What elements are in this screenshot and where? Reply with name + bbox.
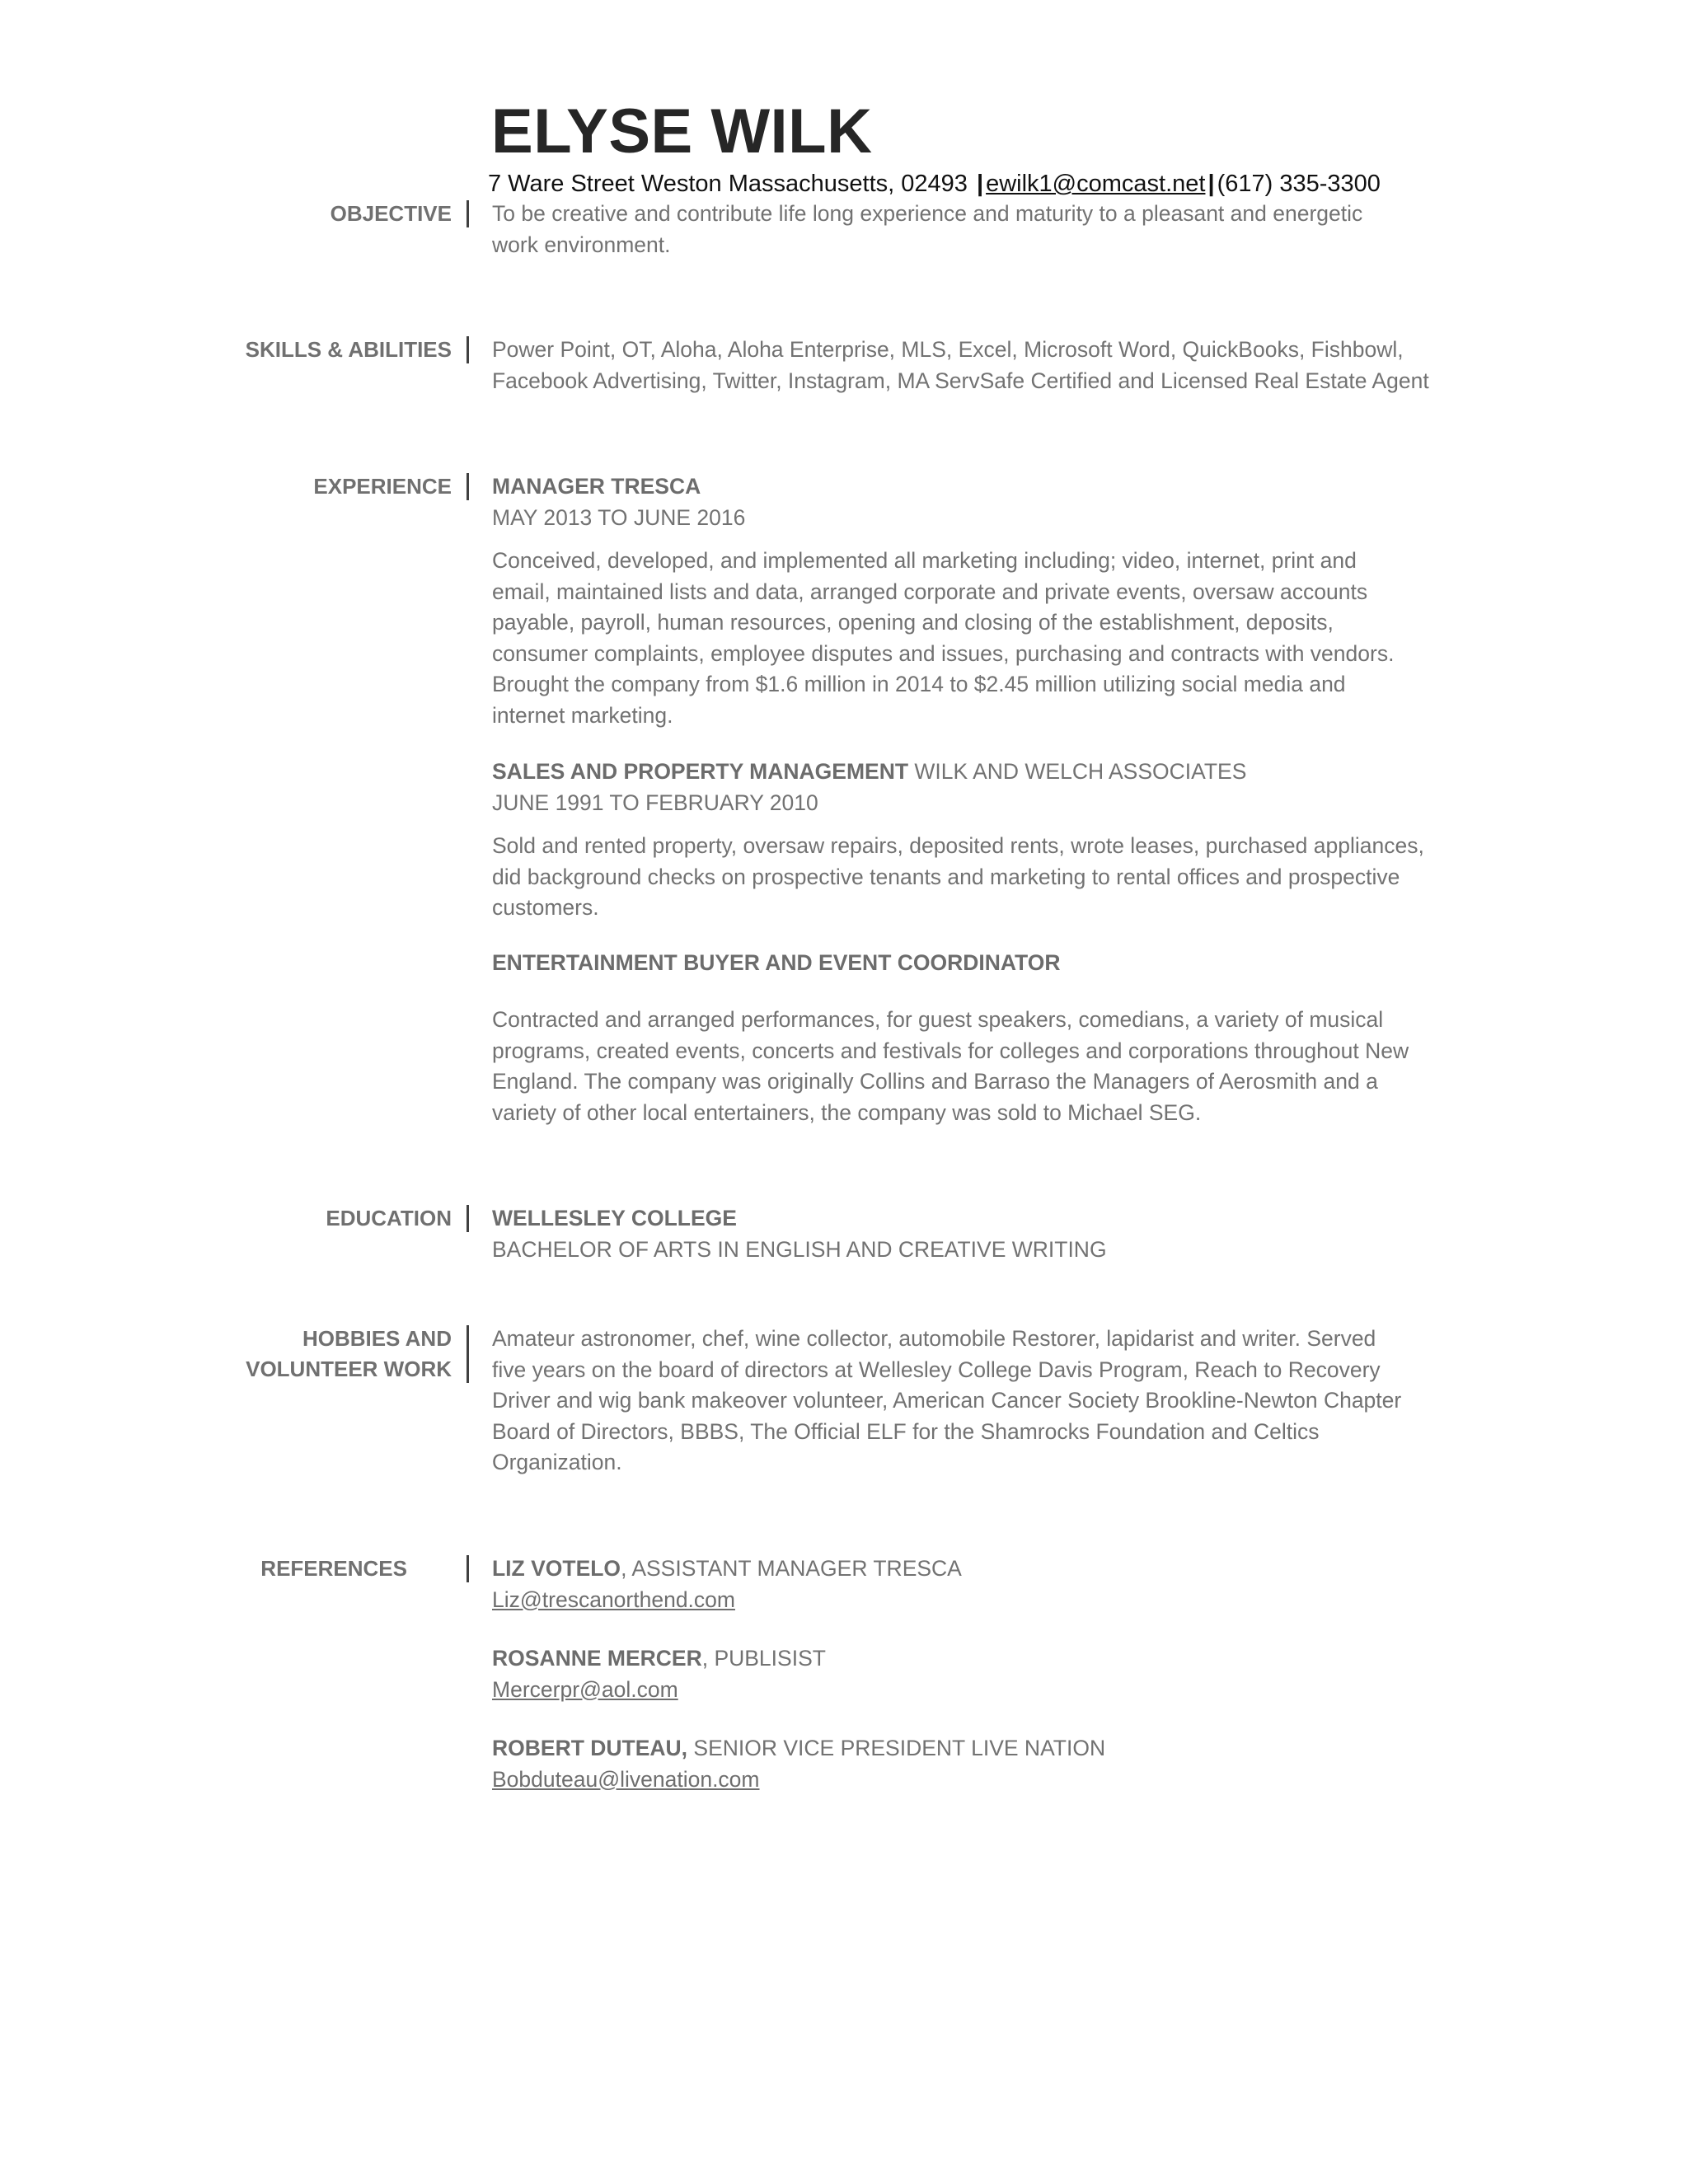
hobbies-line: Amateur astronomer, chef, wine collector, automobile Restorer, lapidarist and writer. Served xyxy=(492,1326,1376,1351)
job-dates: JUNE 1991 TO FEBRUARY 2010 xyxy=(492,790,818,815)
job-description-line: variety of other local entertainers, the company was sold to Michael SEG. xyxy=(492,1099,1202,1125)
job-3 xyxy=(492,948,1465,979)
reference-email-link[interactable]: Mercerpr@aol.com xyxy=(492,1676,678,1702)
objective-text xyxy=(492,199,1465,260)
objective-line: work environment. xyxy=(492,232,671,257)
contact-line xyxy=(488,169,1381,199)
section-label-references: REFERENCES xyxy=(260,1556,407,1581)
section-divider xyxy=(467,1205,469,1232)
section-label-line: HOBBIES AND xyxy=(302,1326,452,1351)
job-title: ENTERTAINMENT BUYER AND EVENT COORDINATOR xyxy=(492,950,1061,975)
reference-2 xyxy=(492,1643,1465,1705)
section-label-hobbies xyxy=(246,1324,452,1385)
job-description-line: Brought the company from $1.6 million in 2014 to $2.45 million utilizing social media and xyxy=(492,672,1346,696)
job-description-line: internet marketing. xyxy=(492,702,673,728)
reference-heading xyxy=(492,1643,1465,1675)
reference-heading xyxy=(492,1733,1465,1765)
section-divider xyxy=(467,1555,469,1582)
job-title: SALES AND PROPERTY MANAGEMENT xyxy=(492,759,909,784)
email-link[interactable]: ewilk1@comcast.net xyxy=(986,171,1206,197)
section-label-line: VOLUNTEER WORK xyxy=(246,1357,452,1381)
job-description-line: customers. xyxy=(492,895,599,920)
reference-name: ROBERT DUTEAU, xyxy=(492,1736,688,1760)
skills-text xyxy=(492,335,1465,396)
job-description-line: payable, payroll, human resources, opening and closing of the establishment, deposits, xyxy=(492,610,1334,635)
section-label-education: EDUCATION xyxy=(326,1206,452,1230)
section-label-experience: EXPERIENCE xyxy=(313,474,452,499)
hobbies-line: five years on the board of directors at Wellesley College Davis Program, Reach to Recovery xyxy=(492,1357,1381,1382)
job-description-line: England. The company was originally Collins and Barraso the Managers of Aerosmith and a xyxy=(492,1069,1378,1094)
section-divider xyxy=(467,1325,469,1383)
phone: (617) 335-3300 xyxy=(1217,171,1381,197)
reference-role: , PUBLISIST xyxy=(701,1646,826,1671)
degree: BACHELOR OF ARTS IN ENGLISH AND CREATIVE WRITING xyxy=(492,1236,1107,1262)
job-description-line: Contracted and arranged performances, for guest speakers, comedians, a variety of musical xyxy=(492,1007,1384,1032)
resume-name: ELYSE WILK xyxy=(491,96,873,166)
reference-email-link[interactable]: Bobduteau@livenation.com xyxy=(492,1766,760,1792)
address: 7 Ware Street Weston Massachusetts, 02493 xyxy=(488,171,968,197)
reference-email-link[interactable]: Liz@trescanorthend.com xyxy=(492,1586,735,1612)
job-1-description xyxy=(492,546,1465,731)
job-1 xyxy=(492,471,1465,533)
hobbies-text xyxy=(492,1324,1465,1479)
objective-line: To be creative and contribute life long experience and maturity to a pleasant and energetic xyxy=(492,201,1363,226)
education-text xyxy=(492,1203,1465,1265)
reference-heading xyxy=(492,1554,1465,1585)
job-description-line: programs, created events, concerts and festivals for colleges and corporations throughout New xyxy=(492,1038,1409,1063)
job-2-description xyxy=(492,831,1465,924)
job-2 xyxy=(492,757,1465,818)
reference-role: , ASSISTANT MANAGER TRESCA xyxy=(621,1556,962,1581)
job-heading xyxy=(492,757,1465,788)
contact-separator: | xyxy=(1207,171,1215,197)
reference-role: SENIOR VICE PRESIDENT LIVE NATION xyxy=(687,1736,1106,1760)
job-description-line: email, maintained lists and data, arranged corporate and private events, oversaw accounts xyxy=(492,579,1368,604)
school-name: WELLESLEY COLLEGE xyxy=(492,1206,737,1230)
section-divider xyxy=(467,473,469,500)
job-company: WILK AND WELCH ASSOCIATES xyxy=(914,759,1247,784)
job-3-description xyxy=(492,1005,1465,1128)
section-divider xyxy=(467,336,469,363)
hobbies-line: Board of Directors, BBBS, The Official ELF for the Shamrocks Foundation and Celtics xyxy=(492,1418,1320,1444)
reference-1 xyxy=(492,1554,1465,1615)
skills-line: Facebook Advertising, Twitter, Instagram, MA ServSafe Certified and Licensed Real Estate Agent xyxy=(492,368,1429,393)
job-description-line: consumer complaints, employee disputes and issues, purchasing and contracts with vendors. xyxy=(492,640,1395,666)
section-label-objective: OBJECTIVE xyxy=(330,201,452,226)
section-label-skills: SKILLS & ABILITIES xyxy=(245,337,452,362)
job-description-line: Conceived, developed, and implemented all marketing including; video, internet, print and xyxy=(492,548,1357,573)
hobbies-line: Organization. xyxy=(492,1450,622,1474)
contact-separator: | xyxy=(976,171,984,197)
job-dates: MAY 2013 TO JUNE 2016 xyxy=(492,504,746,530)
reference-name: LIZ VOTELO xyxy=(492,1556,621,1581)
section-divider xyxy=(467,200,469,227)
job-description-line: Sold and rented property, oversaw repairs, deposited rents, wrote leases, purchased appliances, xyxy=(492,833,1424,858)
job-description-line: did background checks on prospective tenants and marketing to rental offices and prospective xyxy=(492,864,1400,889)
reference-name: ROSANNE MERCER xyxy=(492,1646,702,1671)
job-title: MANAGER TRESCA xyxy=(492,474,701,499)
skills-line: Power Point, OT, Aloha, Aloha Enterprise, MLS, Excel, Microsoft Word, QuickBooks, Fishbowl, xyxy=(492,337,1404,362)
reference-3 xyxy=(492,1733,1465,1795)
hobbies-line: Driver and wig bank makeover volunteer, American Cancer Society Brookline-Newton Chapter xyxy=(492,1388,1402,1413)
